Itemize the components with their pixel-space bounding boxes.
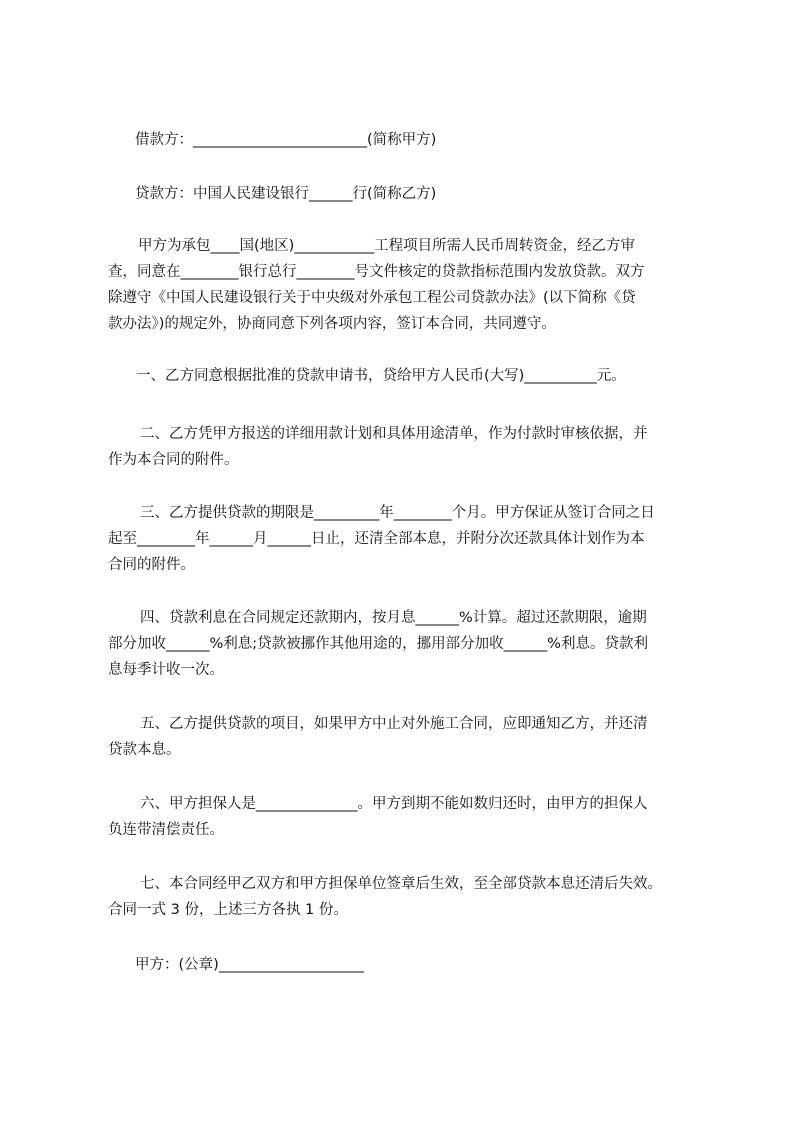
lender-line: 贷款方：中国人民建设银行______行(简称乙方) xyxy=(135,186,437,202)
preamble-line-4: 款办法》)的规定外，协商同意下列各项内容，签订本合同，共同遵守。 xyxy=(108,316,556,332)
clause-3-line-3: 合同的附件。 xyxy=(108,557,195,573)
clause-1-line-1: 一、乙方同意根据批准的贷款申请书，贷给甲方人民币(大写)__________元。 xyxy=(136,368,626,384)
borrower-line: 借款方：________________________(简称甲方) xyxy=(135,132,437,148)
clause-5-line-2: 贷款本息。 xyxy=(108,742,181,758)
clause-7-line-1: 七、本合同经甲乙双方和甲方担保单位签章后生效，至全部贷款本息还清后失效。 xyxy=(140,876,662,892)
clause-7-line-2: 合同一式 3 份，上述三方各执 1 份。 xyxy=(108,902,348,918)
clause-5-line-1: 五、乙方提供贷款的项目，如果甲方中止对外施工合同，应即通知乙方，并还清 xyxy=(140,716,648,732)
preamble-line-2: 查，同意在________银行总行________号文件核定的贷款指标范围内发放贷款。双方 xyxy=(108,264,645,280)
preamble-line-3: 除遵守《中国人民建设银行关于中央级对外承包工程公司贷款办法》(以下简称《贷 xyxy=(108,290,636,306)
clause-2-line-2: 作为本合同的附件。 xyxy=(108,452,239,468)
clause-6-line-2: 负连带清偿责任。 xyxy=(108,822,224,838)
clause-6-line-1: 六、甲方担保人是______________。甲方到期不能如数归还时，由甲方的担保人 xyxy=(140,796,648,812)
clause-4-line-3: 息每季计收一次。 xyxy=(108,662,224,678)
preamble-line-1: 甲方为承包____国(地区)___________工程项目所需人民币周转资金，经乙方审 xyxy=(138,238,636,254)
clause-4-line-1: 四、贷款利息在合同规定还款期内，按月息______%计算。超过还款期限，逾期 xyxy=(140,610,647,626)
party-a-seal-line: 甲方：(公章)____________________ xyxy=(135,957,364,973)
clause-2-line-1: 二、乙方凭甲方报送的详细用款计划和具体用途清单，作为付款时审核依据，并 xyxy=(140,426,648,442)
clause-3-line-1: 三、乙方提供贷款的期限是_________年________个月。甲方保证从签订合同之日 xyxy=(140,505,655,521)
clause-3-line-2: 起至________年______月______日止，还清全部本息，并附分次还款具体计划作为本 xyxy=(108,531,645,547)
clause-4-line-2: 部分加收______%利息;贷款被挪作其他用途的，挪用部分加收______%利息。贷款利 xyxy=(108,636,648,652)
